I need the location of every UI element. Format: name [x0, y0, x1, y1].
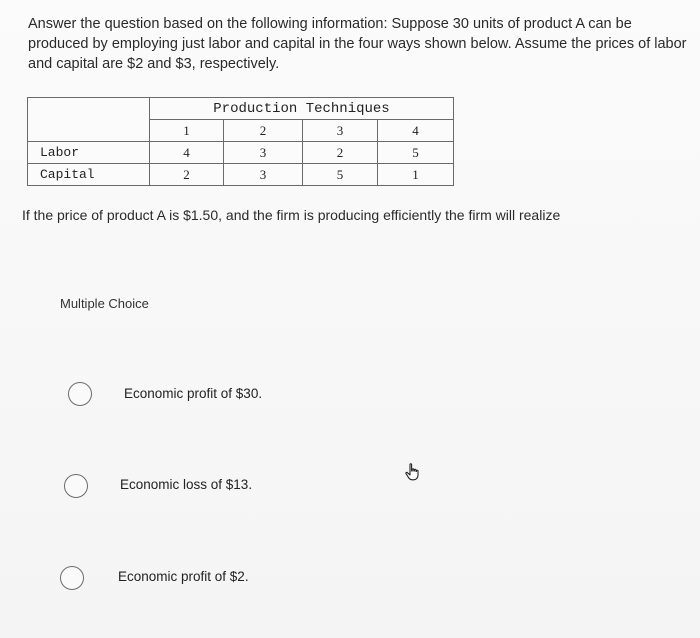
table-cell: 2 — [150, 164, 224, 186]
radio-unselected-icon[interactable] — [60, 566, 84, 590]
question-text: Answer the question based on the following information: Suppose 30 units of product A can be produced by employing just labor and capital in the four ways shown below. Assume the prices of labor and capital are $2 and $3, respectively. — [28, 16, 687, 72]
table-cell: 3 — [224, 142, 303, 164]
table-cell: 3 — [224, 164, 303, 186]
table-cell: 5 — [378, 142, 454, 164]
option-label[interactable]: Economic profit of $30. — [124, 386, 263, 401]
table-corner-cell — [28, 98, 150, 142]
table-row — [28, 164, 454, 186]
table-row — [28, 142, 454, 164]
column-header-2: 2 — [224, 120, 303, 142]
hand-pointer-icon — [403, 462, 423, 482]
multiple-choice-label: Multiple Choice — [60, 296, 149, 311]
table-cell: 2 — [303, 142, 378, 164]
answer-option-1[interactable] — [0, 362, 700, 422]
option-label[interactable]: Economic profit of $2. — [118, 569, 249, 584]
radio-unselected-icon[interactable] — [68, 382, 92, 406]
column-header-4: 4 — [378, 120, 454, 142]
production-techniques-table — [27, 97, 454, 186]
row-label-capital: Capital — [28, 164, 150, 186]
table-header: Production Techniques — [150, 98, 454, 120]
followup-question: If the price of product A is $1.50, and the firm is producing efficiently the firm will realize — [22, 207, 561, 223]
option-label[interactable]: Economic loss of $13. — [120, 477, 253, 492]
radio-unselected-icon[interactable] — [64, 474, 88, 498]
answer-option-3[interactable] — [0, 546, 700, 606]
answer-option-2[interactable] — [0, 454, 700, 514]
column-header-1: 1 — [150, 120, 224, 142]
column-header-3: 3 — [303, 120, 378, 142]
table-cell: 5 — [303, 164, 378, 186]
table-cell: 4 — [150, 142, 224, 164]
table-cell: 1 — [378, 164, 454, 186]
row-label-labor: Labor — [28, 142, 150, 164]
